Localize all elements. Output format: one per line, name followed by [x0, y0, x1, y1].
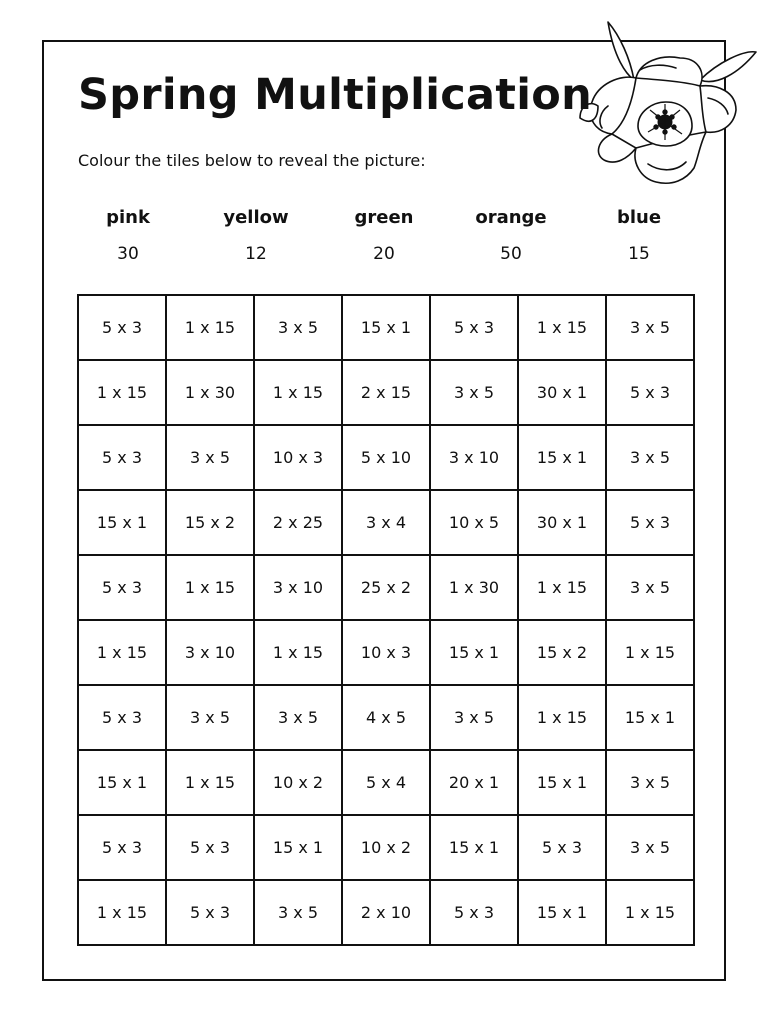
- grid-tile[interactable]: 15 x 1: [606, 685, 694, 750]
- key-item-orange: [445, 203, 577, 264]
- grid-tile[interactable]: 2 x 10: [342, 880, 430, 945]
- key-colour-label: orange: [475, 207, 547, 228]
- key-item-blue: [573, 203, 705, 264]
- grid-tile[interactable]: 5 x 3: [78, 815, 166, 880]
- grid-tile[interactable]: 1 x 30: [430, 555, 518, 620]
- grid-tile[interactable]: 10 x 3: [342, 620, 430, 685]
- grid-tile[interactable]: 30 x 1: [518, 360, 606, 425]
- grid-tile[interactable]: 3 x 4: [342, 490, 430, 555]
- flower-outline-icon: [568, 14, 768, 204]
- grid-tile[interactable]: 10 x 3: [254, 425, 342, 490]
- key-colour-label: green: [354, 207, 414, 228]
- key-item-yellow: [190, 203, 322, 264]
- grid-tile[interactable]: 1 x 30: [166, 360, 254, 425]
- grid-row: [78, 555, 694, 620]
- key-colour-label: yellow: [223, 207, 289, 228]
- grid-tile[interactable]: 1 x 15: [78, 620, 166, 685]
- grid-tile[interactable]: 1 x 15: [166, 750, 254, 815]
- grid-row: [78, 880, 694, 945]
- grid-tile[interactable]: 3 x 5: [166, 425, 254, 490]
- grid-row: [78, 620, 694, 685]
- key-target-value: 30: [117, 244, 139, 264]
- grid-tile[interactable]: 10 x 5: [430, 490, 518, 555]
- grid-tile[interactable]: 5 x 3: [166, 880, 254, 945]
- grid-tile[interactable]: 15 x 1: [78, 490, 166, 555]
- grid-tile[interactable]: 5 x 3: [430, 295, 518, 360]
- grid-tile[interactable]: 15 x 1: [518, 750, 606, 815]
- grid-tile[interactable]: 10 x 2: [342, 815, 430, 880]
- grid-tile[interactable]: 5 x 3: [78, 295, 166, 360]
- grid-tile[interactable]: 5 x 4: [342, 750, 430, 815]
- grid-row: [78, 490, 694, 555]
- key-item-green: [318, 203, 450, 264]
- key-item-pink: [62, 203, 194, 264]
- grid-tile[interactable]: 2 x 25: [254, 490, 342, 555]
- grid-tile[interactable]: 15 x 1: [254, 815, 342, 880]
- grid-tile[interactable]: 4 x 5: [342, 685, 430, 750]
- grid-tile[interactable]: 2 x 15: [342, 360, 430, 425]
- grid-tile[interactable]: 1 x 15: [518, 685, 606, 750]
- grid-tile[interactable]: 3 x 5: [606, 750, 694, 815]
- colour-key: [62, 203, 702, 283]
- grid-tile[interactable]: 3 x 10: [430, 425, 518, 490]
- key-target-value: 12: [245, 244, 267, 264]
- grid-row: [78, 360, 694, 425]
- grid-row: [78, 295, 694, 360]
- key-colour-label: pink: [106, 207, 150, 228]
- grid-tile[interactable]: 15 x 2: [518, 620, 606, 685]
- grid-row: [78, 815, 694, 880]
- grid-tile[interactable]: 5 x 3: [78, 685, 166, 750]
- grid-tile[interactable]: 1 x 15: [254, 360, 342, 425]
- grid-tile[interactable]: 1 x 15: [166, 295, 254, 360]
- key-colour-label: blue: [616, 207, 662, 228]
- grid-tile[interactable]: 3 x 5: [166, 685, 254, 750]
- grid-tile[interactable]: 1 x 15: [606, 620, 694, 685]
- grid-tile[interactable]: 5 x 3: [518, 815, 606, 880]
- grid-tile[interactable]: 5 x 10: [342, 425, 430, 490]
- grid-tile[interactable]: 15 x 2: [166, 490, 254, 555]
- grid-tile[interactable]: 3 x 5: [606, 295, 694, 360]
- grid-tile[interactable]: 1 x 15: [78, 880, 166, 945]
- grid-tile[interactable]: 15 x 1: [342, 295, 430, 360]
- grid-tile[interactable]: 3 x 5: [430, 685, 518, 750]
- grid-tile[interactable]: 3 x 5: [606, 425, 694, 490]
- grid-tile[interactable]: 3 x 10: [166, 620, 254, 685]
- grid-tile[interactable]: 20 x 1: [430, 750, 518, 815]
- grid-tile[interactable]: 3 x 5: [606, 555, 694, 620]
- grid-tile[interactable]: 15 x 1: [430, 620, 518, 685]
- grid-tile[interactable]: 1 x 15: [166, 555, 254, 620]
- grid-tile[interactable]: 1 x 15: [518, 555, 606, 620]
- grid-tile[interactable]: 3 x 5: [606, 815, 694, 880]
- grid-tile[interactable]: 15 x 1: [518, 425, 606, 490]
- grid-row: [78, 750, 694, 815]
- grid-tile[interactable]: 3 x 5: [254, 685, 342, 750]
- grid-tile[interactable]: 3 x 10: [254, 555, 342, 620]
- grid-tile[interactable]: 5 x 3: [430, 880, 518, 945]
- grid-row: [78, 425, 694, 490]
- key-target-value: 15: [628, 244, 650, 264]
- grid-tile[interactable]: 15 x 1: [430, 815, 518, 880]
- key-target-value: 20: [373, 244, 395, 264]
- grid-tile[interactable]: 5 x 3: [166, 815, 254, 880]
- grid-tile[interactable]: 30 x 1: [518, 490, 606, 555]
- grid-tile[interactable]: 10 x 2: [254, 750, 342, 815]
- grid-tile[interactable]: 1 x 15: [606, 880, 694, 945]
- grid-tile[interactable]: 25 x 2: [342, 555, 430, 620]
- grid-tile[interactable]: 3 x 5: [254, 295, 342, 360]
- grid-tile[interactable]: 1 x 15: [254, 620, 342, 685]
- grid-tile[interactable]: 3 x 5: [254, 880, 342, 945]
- multiplication-grid: [77, 294, 695, 946]
- grid-tile[interactable]: 15 x 1: [78, 750, 166, 815]
- grid-tile[interactable]: 5 x 3: [606, 360, 694, 425]
- grid-tile[interactable]: 5 x 3: [606, 490, 694, 555]
- key-target-value: 50: [500, 244, 522, 264]
- page-title: Spring Multiplication: [78, 70, 593, 120]
- grid-tile[interactable]: 1 x 15: [78, 360, 166, 425]
- grid-tile[interactable]: 5 x 3: [78, 555, 166, 620]
- grid-row: [78, 685, 694, 750]
- grid-tile[interactable]: 3 x 5: [430, 360, 518, 425]
- instructions-text: Colour the tiles below to reveal the picture:: [78, 151, 426, 170]
- grid-tile[interactable]: 1 x 15: [518, 295, 606, 360]
- grid-tile[interactable]: 5 x 3: [78, 425, 166, 490]
- grid-tile[interactable]: 15 x 1: [518, 880, 606, 945]
